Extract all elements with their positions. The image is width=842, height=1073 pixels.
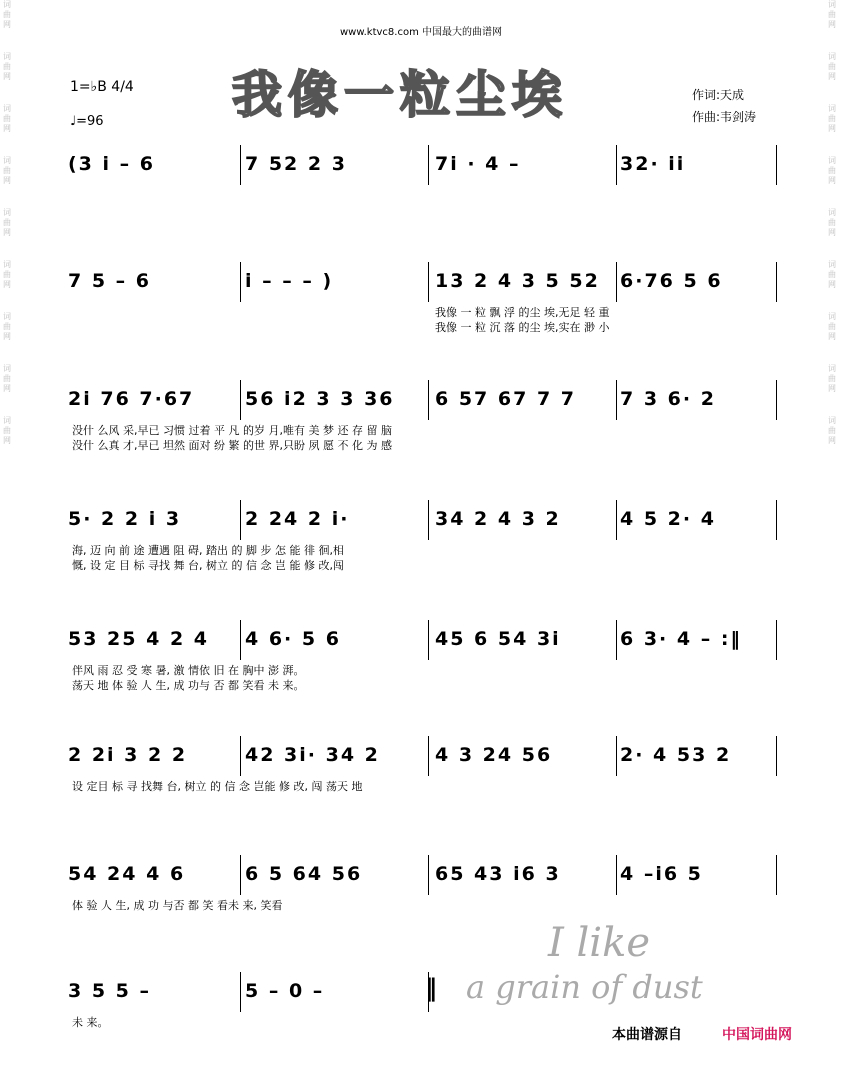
barline — [776, 736, 777, 776]
barline — [616, 736, 617, 776]
barline — [776, 145, 777, 185]
side-mark: 词 曲 网 — [828, 52, 836, 81]
lyric-line: 没什 么风 采,早已 习惯 过着 平 凡 的岁 月,唯有 美 梦 还 存 留 脑 — [72, 424, 392, 437]
measure-notes: 2 24 2 i· — [245, 508, 350, 530]
barline — [428, 620, 429, 660]
side-mark: 词 曲 网 — [3, 260, 11, 289]
measure-notes: 7i · 4 – — [435, 153, 521, 175]
barline — [616, 500, 617, 540]
side-mark: 词 曲 网 — [3, 208, 11, 237]
barline — [240, 736, 241, 776]
barline — [428, 262, 429, 302]
barline — [428, 380, 429, 420]
lyric-line: 设 定目 标 寻 找舞 台, 树立 的 信 念 岂能 修 改, 闯 荡天 地 — [72, 780, 363, 793]
barline — [240, 145, 241, 185]
side-mark: 词 曲 网 — [828, 416, 836, 445]
measure-notes: 4 –i6 5 — [620, 863, 703, 885]
measure-notes: 13 2 4 3 5 52 — [435, 270, 600, 292]
measure-notes: 2 2i 3 2 2 — [68, 744, 188, 766]
measure-notes: 4 5 2· 4 — [620, 508, 716, 530]
side-mark: 词 曲 网 — [3, 364, 11, 393]
tempo-marking: ♩=96 — [70, 114, 104, 129]
footer-site-link[interactable]: 中国词曲网 — [722, 1027, 792, 1043]
lyric-line: 海, 迈 向 前 途 遭遇 阻 碍, 踏出 的 脚 步 怎 能 徘 徊,相 — [72, 544, 344, 557]
measure-notes: 3 5 5 – — [68, 980, 152, 1002]
measure-notes: (3 i – 6 — [68, 153, 155, 175]
measure-notes: i – – – ) — [245, 270, 334, 292]
barline — [240, 972, 241, 1012]
side-mark: 词 曲 网 — [3, 52, 11, 81]
measure-notes: 42 3i· 34 2 — [245, 744, 380, 766]
barline — [616, 855, 617, 895]
barline — [240, 500, 241, 540]
side-mark: 词 曲 网 — [828, 312, 836, 341]
barline — [616, 262, 617, 302]
barline — [240, 855, 241, 895]
side-watermark-left — [3, 0, 17, 468]
footer-source: 本曲谱源自 — [612, 1027, 682, 1043]
watermark-line2: a grain of dust — [466, 968, 703, 1006]
measure-notes: 7 52 2 3 — [245, 153, 347, 175]
page-title: 我像一粒尘埃 — [232, 65, 568, 124]
barline — [428, 736, 429, 776]
measure-notes: 45 6 54 3i — [435, 628, 561, 650]
measure-notes: 6 5 64 56 — [245, 863, 363, 885]
measure-notes: 54 24 4 6 — [68, 863, 186, 885]
measure-notes: 4 6· 5 6 — [245, 628, 341, 650]
side-mark: 词 曲 网 — [3, 312, 11, 341]
composer-credit: 作曲:韦剑涛 — [692, 110, 757, 124]
barline — [616, 380, 617, 420]
header-site: www.ktvc8.com 中国最大的曲谱网 — [339, 27, 502, 38]
lyric-line: 未 来。 — [72, 1016, 109, 1029]
lyricist-credit: 作词:天成 — [692, 88, 745, 102]
measure-notes: 7 5 – 6 — [68, 270, 152, 292]
key-signature: 1=♭B 4/4 — [70, 79, 134, 95]
lyric-line: 伴风 雨 忍 受 寒 暑, 激 情依 旧 在 胸中 澎 湃。 — [72, 664, 305, 677]
measure-notes: 5· 2 2 i 3 — [68, 508, 182, 530]
measure-notes: 65 43 i6 3 — [435, 863, 561, 885]
barline — [240, 262, 241, 302]
side-mark: 词 曲 网 — [828, 104, 836, 133]
measure-notes: 5 – 0 – — [245, 980, 325, 1002]
side-mark: 词 曲 网 — [3, 156, 11, 185]
side-mark: 词 曲 网 — [828, 0, 836, 29]
measure-notes: 6 57 67 7 7 — [435, 388, 577, 410]
lyric-line: 荡天 地 体 验 人 生, 成 功与 否 都 笑看 未 来。 — [72, 679, 305, 692]
barline — [428, 855, 429, 895]
measure-notes: 2· 4 53 2 — [620, 744, 732, 766]
barline — [776, 380, 777, 420]
side-mark: 词 曲 网 — [3, 104, 11, 133]
lyric-line: 没什 么真 才,早已 坦然 面对 纷 繁 的世 界,只盼 夙 愿 不 化 为 感 — [72, 439, 392, 452]
measure-notes: 53 25 4 2 4 — [68, 628, 210, 650]
measure-notes: 34 2 4 3 2 — [435, 508, 561, 530]
barline — [240, 620, 241, 660]
lyric-line: 我像 一 粒 沉 落 的尘 埃,实在 渺 小 — [435, 321, 610, 334]
measure-notes: 6 3· 4 – :‖ — [620, 628, 742, 650]
barline — [428, 500, 429, 540]
measure-notes: ‖ — [425, 974, 439, 1002]
measure-notes: 32· ii — [620, 153, 686, 175]
side-mark: 词 曲 网 — [3, 416, 11, 445]
barline — [776, 620, 777, 660]
side-mark: 词 曲 网 — [828, 208, 836, 237]
barline — [616, 145, 617, 185]
side-mark: 词 曲 网 — [3, 0, 11, 29]
lyric-line: 慨, 设 定 目 标 寻找 舞 台, 树立 的 信 念 岂 能 修 改,闯 — [72, 559, 344, 572]
measure-notes: 7 3 6· 2 — [620, 388, 716, 410]
side-mark: 词 曲 网 — [828, 364, 836, 393]
barline — [776, 855, 777, 895]
barline — [616, 620, 617, 660]
side-mark: 词 曲 网 — [828, 156, 836, 185]
side-watermark-right — [828, 0, 842, 468]
measure-notes: 4 3 24 56 — [435, 744, 553, 766]
barline — [240, 380, 241, 420]
lyric-line: 我像 一 粒 飘 浮 的尘 埃,无足 轻 重 — [435, 306, 610, 319]
watermark-line1: I like — [548, 920, 651, 966]
barline — [428, 145, 429, 185]
measure-notes: 56 i2 3 3 36 — [245, 388, 395, 410]
measure-notes: 6·76 5 6 — [620, 270, 723, 292]
barline — [776, 500, 777, 540]
barline — [776, 262, 777, 302]
measure-notes: 2i 76 7·67 — [68, 388, 195, 410]
side-mark: 词 曲 网 — [828, 260, 836, 289]
lyric-line: 体 验 人 生, 成 功 与否 都 笑 看未 来, 笑看 — [72, 899, 283, 912]
